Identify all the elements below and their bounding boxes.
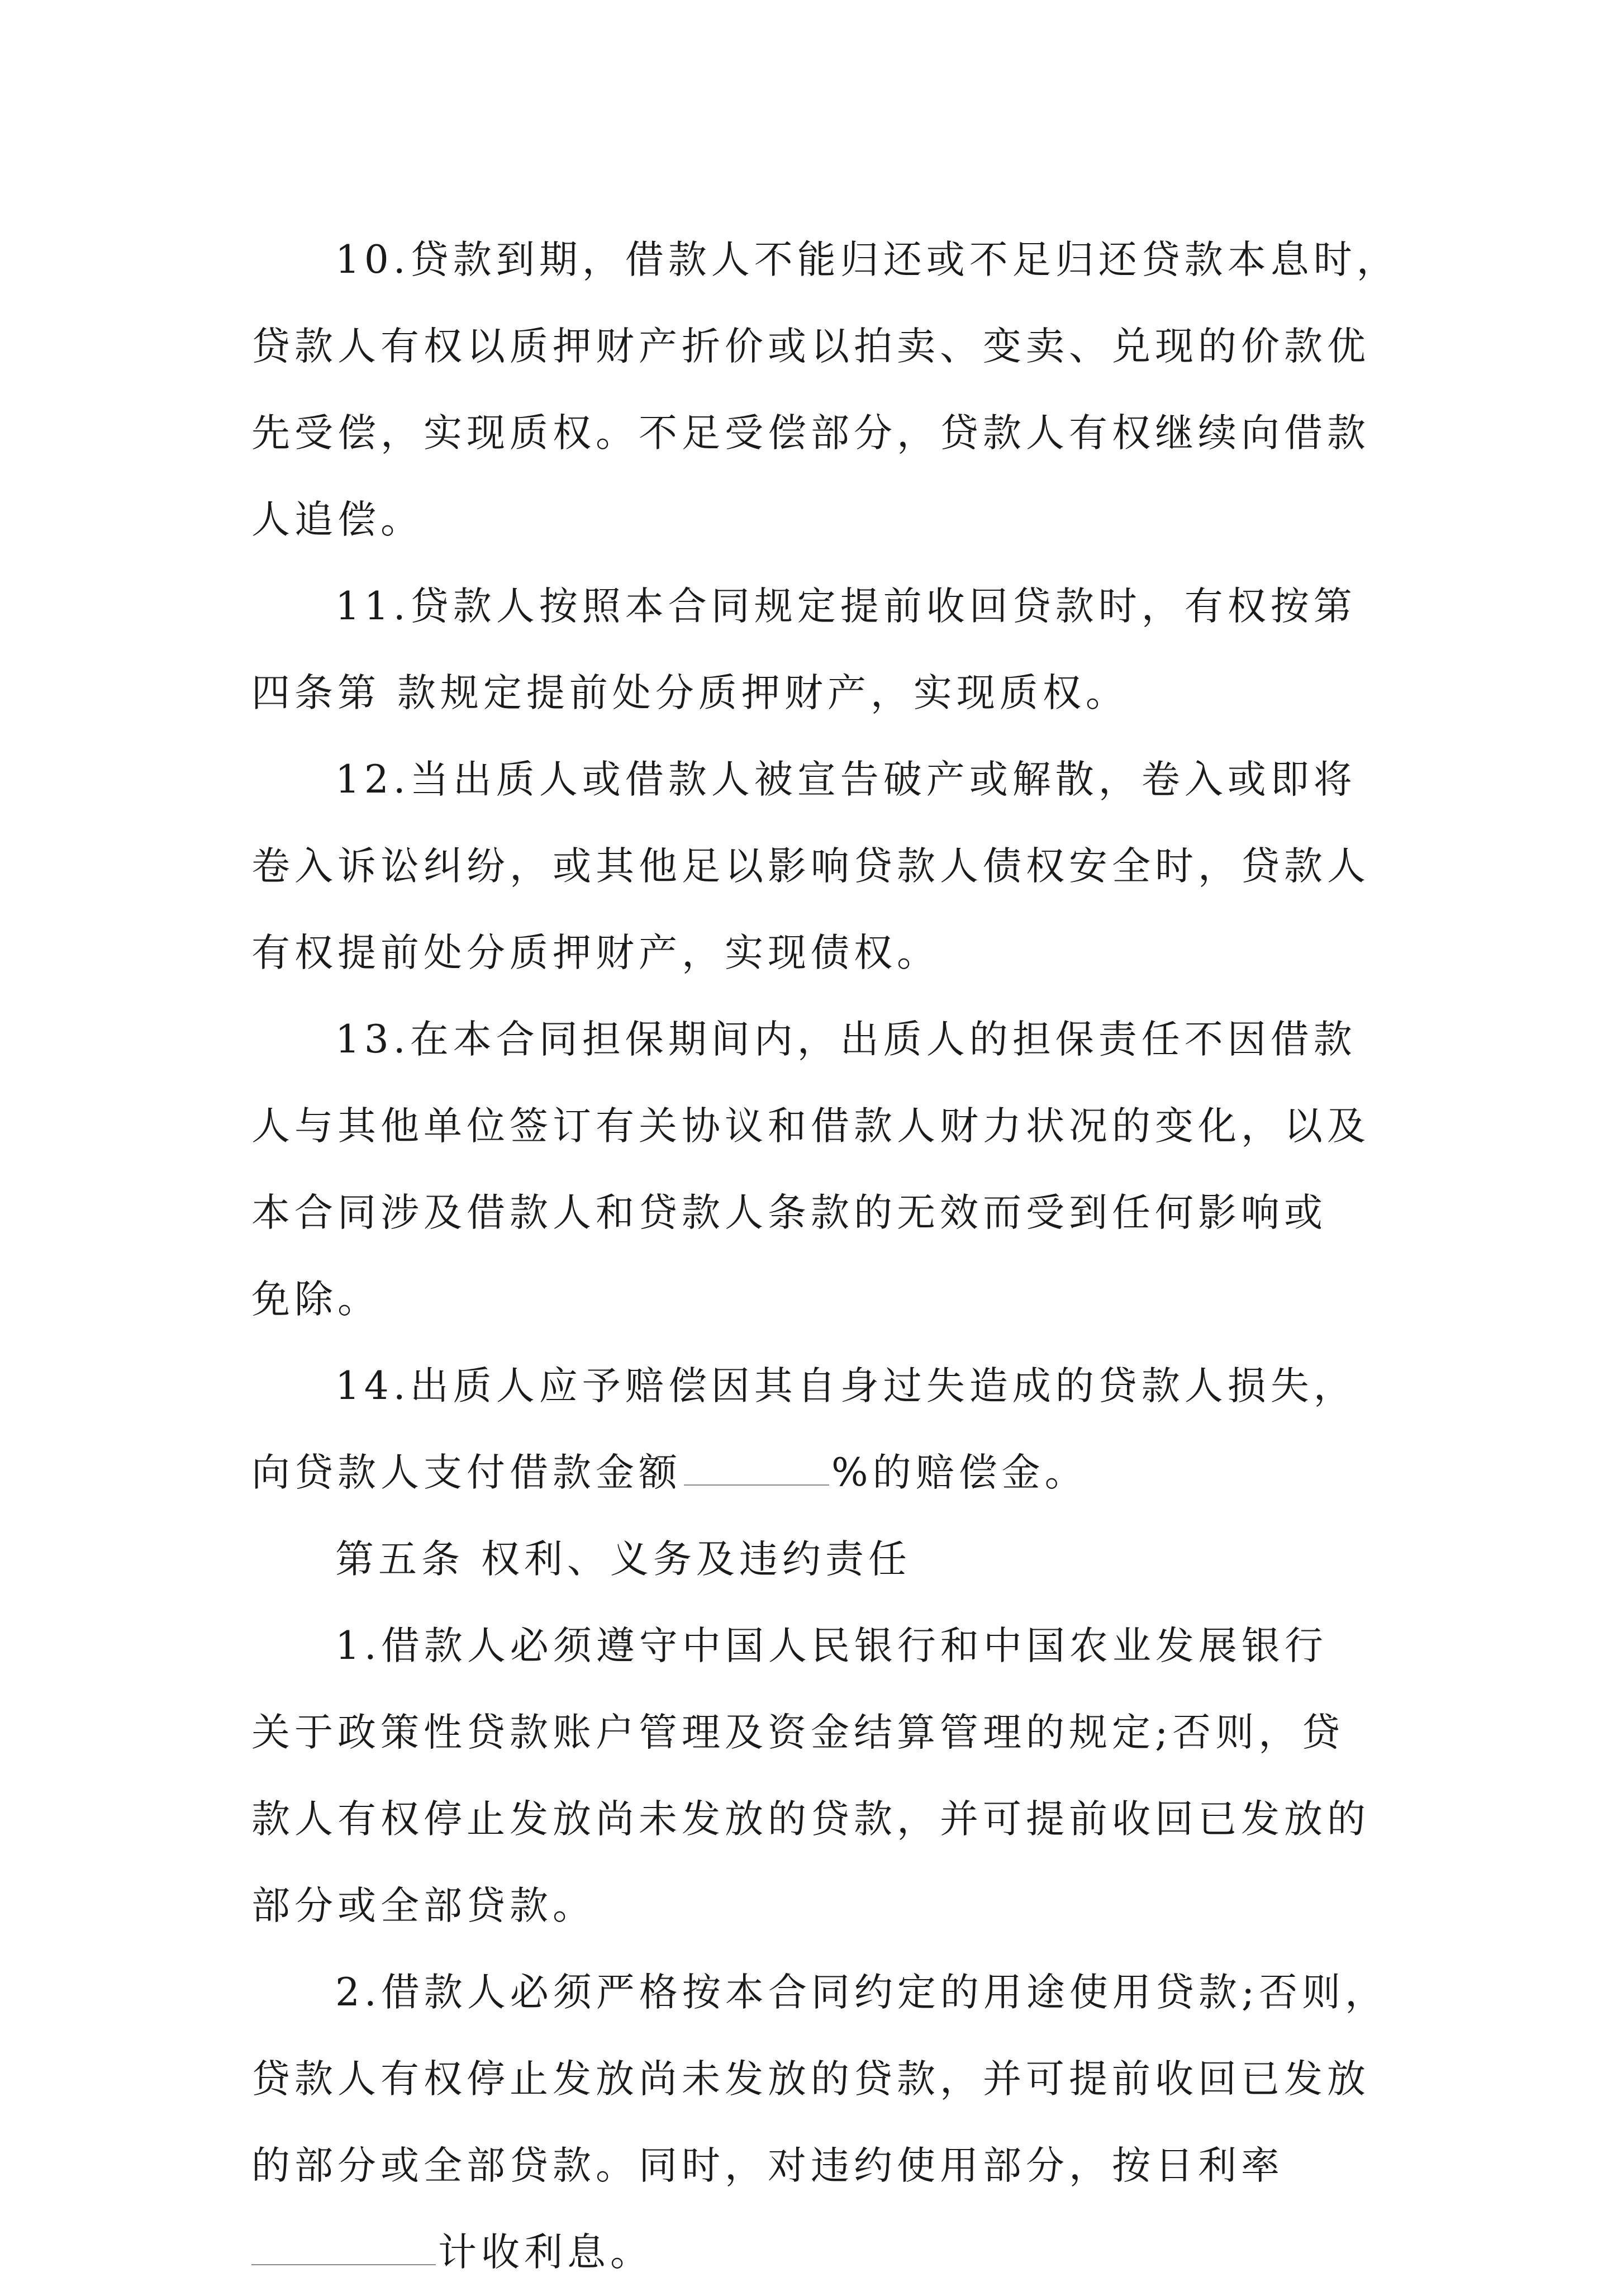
article-5-item-2-suffix: 计收利息。	[438, 2230, 653, 2275]
daily-interest-rate-blank[interactable]	[251, 2232, 436, 2265]
article-5-item-2-line-4	[251, 2209, 1375, 2296]
article-5-item-1-line-3: 款人有权停止发放尚未发放的贷款，并可提前收回已发放的	[251, 1797, 1370, 1842]
clause-13-line-3: 本合同涉及借款人和贷款人条款的无效而受到任何影响或	[251, 1190, 1327, 1235]
clause-13-line-1: 13.在本合同担保期间内，出质人的担保责任不因借款	[335, 1017, 1357, 1062]
clause-12-line-2: 卷入诉讼纠纷，或其他足以影响贷款人债权安全时，贷款人	[251, 844, 1370, 889]
clause-10-line-4: 人追偿。	[251, 497, 424, 542]
clause-14-prefix: 向贷款人支付借款金额	[251, 1450, 682, 1495]
article-5-item-1-line-2: 关于政策性贷款账户管理及资金结算管理的规定;否则，贷	[251, 1710, 1345, 1755]
clause-14-line-1: 14.出质人应予赔偿因其自身过失造成的贷款人损失，	[335, 1364, 1357, 1408]
clause-12-line-1: 12.当出质人或借款人被宣告破产或解散，卷入或即将	[335, 757, 1357, 802]
compensation-percent-blank[interactable]	[684, 1452, 829, 1486]
clause-10-line-1: 10.贷款到期，借款人不能归还或不足归还贷款本息时，	[335, 238, 1400, 282]
article-5-item-2-line-1: 2.借款人必须严格按本合同约定的用途使用贷款;否则，	[335, 1970, 1388, 2015]
clause-13-line-2: 人与其他单位签订有关协议和借款人财力状况的变化，以及	[251, 1104, 1370, 1149]
clause-11-line-1: 11.贷款人按照本合同规定提前收回贷款时，有权按第	[335, 584, 1357, 629]
article-5-item-2-line-3: 的部分或全部贷款。同时，对违约使用部分，按日利率	[251, 2143, 1284, 2188]
clause-14-suffix: %的赔偿金。	[831, 1450, 1088, 1495]
clause-14-line-2	[251, 1430, 1375, 1516]
article-5-heading: 第五条 权利、义务及违约责任	[335, 1537, 911, 1582]
clause-11-line-2: 四条第 款规定提前处分质押财产，实现质权。	[251, 671, 1129, 715]
contract-text	[251, 217, 1400, 2296]
article-5-item-2-line-2: 贷款人有权停止发放尚未发放的贷款，并可提前收回已发放	[251, 2057, 1370, 2101]
article-5-item-1-line-1: 1.借款人必须遵守中国人民银行和中国农业发展银行	[335, 1624, 1328, 1668]
clause-12-line-3: 有权提前处分质押财产，实现债权。	[251, 931, 940, 975]
clause-10-line-3: 先受偿，实现质权。不足受偿部分，贷款人有权继续向借款	[251, 411, 1370, 456]
article-5-item-1-line-4: 部分或全部贷款。	[251, 1884, 596, 1928]
clause-13-line-4: 免除。	[251, 1277, 381, 1322]
clause-10-line-2: 贷款人有权以质押财产折价或以拍卖、变卖、兑现的价款优	[251, 324, 1370, 369]
